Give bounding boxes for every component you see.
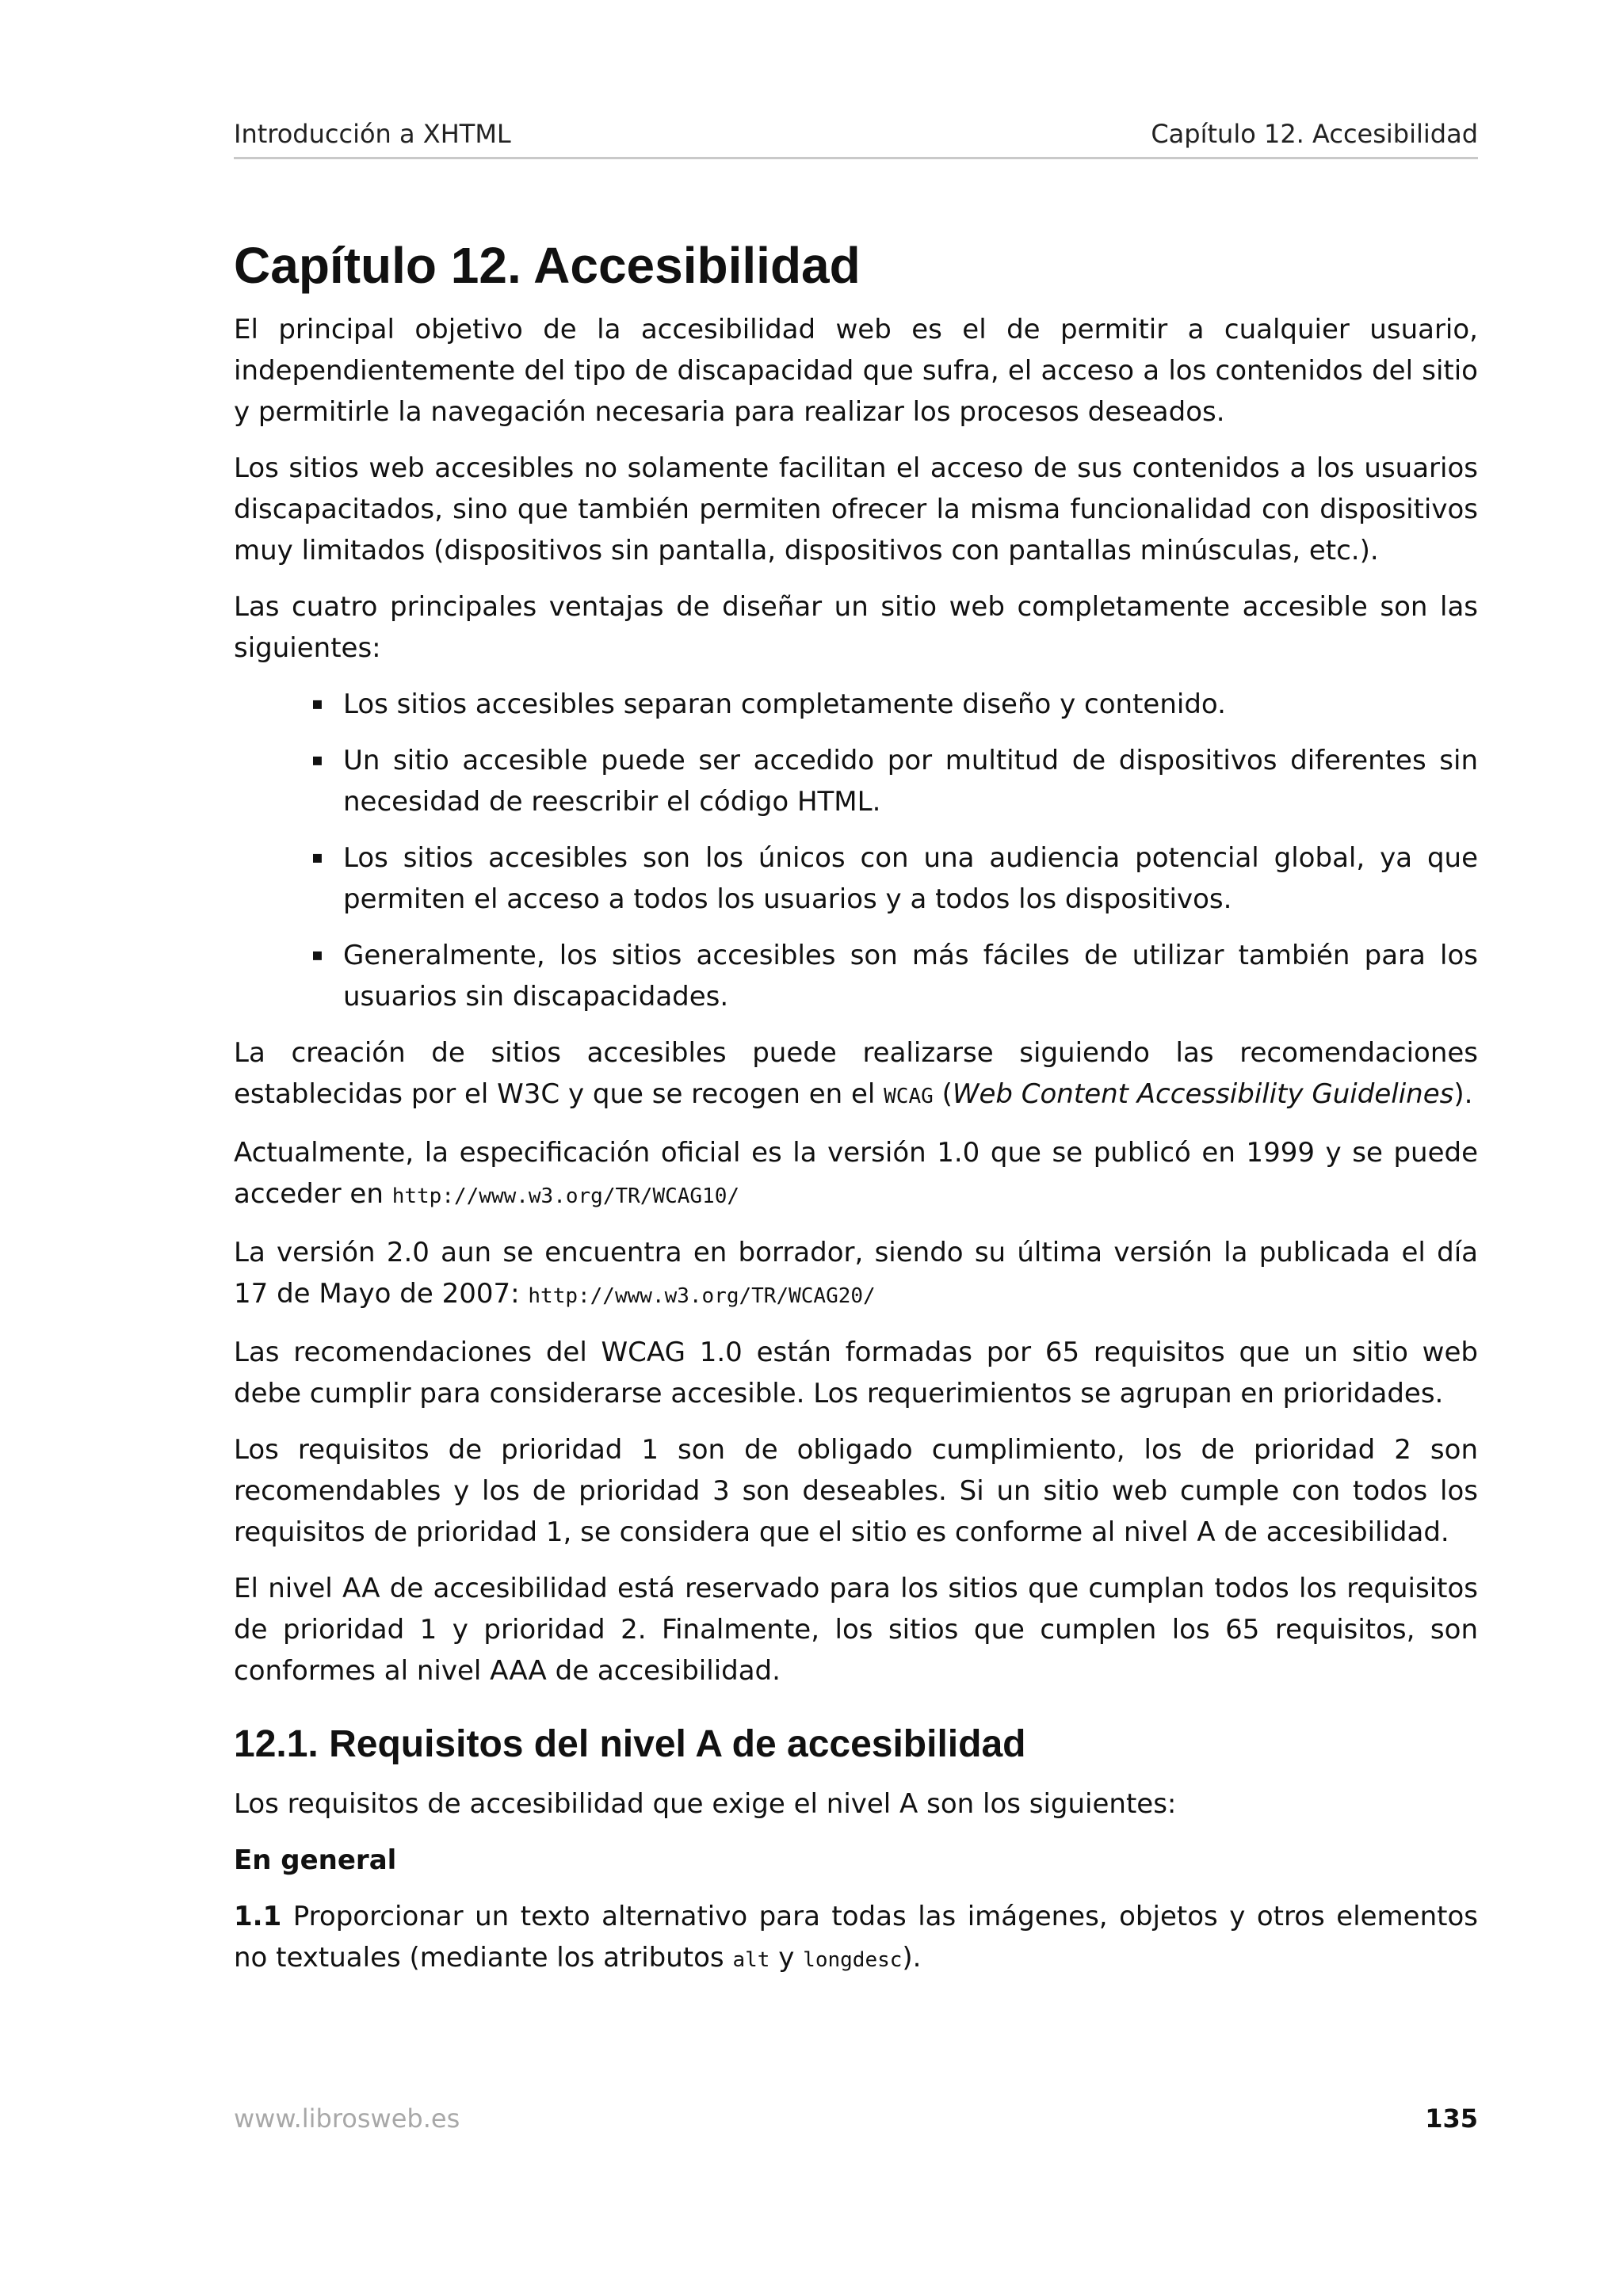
page-footer: [234, 2103, 1478, 2143]
list-item: [311, 935, 1478, 1017]
page-number: 135: [1425, 2103, 1478, 2134]
chapter-title: Capítulo 12. Accesibilidad: [234, 237, 861, 294]
bullet-icon: ▪: [311, 694, 323, 714]
spec-paragraph: [234, 1132, 1478, 1217]
levels-paragraph: El nivel AA de accesibilidad está reservado para los sitios que cumplan todos los requisitos de prioridad 1 y prioridad 2. Finalmente, los sitios que cumplen los 65 requisitos, son conformes al nivel AAA de accesibilidad.: [234, 1573, 1478, 1687]
intro-paragraph-1: El principal objetivo de la accesibilidad web es el de permitir a cualquier usuario, independientemente del tipo de discapacidad que sufra, el acceso a los contenidos del sitio y permitirle la navegación necesaria para realizar los procesos deseados.: [234, 314, 1478, 428]
chapter-running-title: Capítulo 12. Accesibilidad: [1151, 119, 1478, 149]
advantages-list: [234, 684, 1478, 1017]
bullet-icon: ▪: [311, 750, 323, 770]
wcag-open-paren: (: [933, 1078, 953, 1110]
list-item-text: Un sitio accesible puede ser accedido por multitud de dispositivos diferentes sin necesidad de reescribir el código HTML.: [343, 745, 1478, 818]
recommendations-paragraph: Las recomendaciones del WCAG 1.0 están formadas por 65 requisitos que un sitio web debe cumplir para considerarse accesible. Los requerimientos se agrupan en prioridades.: [234, 1337, 1478, 1409]
requirement-1-1: [234, 1896, 1478, 1981]
page-content: [234, 230, 1478, 1996]
wcag-paragraph: [234, 1032, 1478, 1117]
wcag-close: ).: [1453, 1078, 1473, 1110]
priorities-paragraph: Los requisitos de prioridad 1 son de obligado cumplimiento, los de prioridad 2 son recomendables y los de prioridad 3 son deseables. Si un sitio web cumple con todos los requisitos de prioridad 1, se considera que el sitio es conforme al nivel A de accesibilidad.: [234, 1434, 1478, 1548]
list-item: [311, 684, 1478, 725]
intro-paragraph-3: Las cuatro principales ventajas de diseñar un sitio web completamente accesible son las siguientes:: [234, 591, 1478, 664]
requirement-and: y: [769, 1942, 804, 1974]
bullet-icon: ▪: [311, 848, 323, 868]
book-title: Introducción a XHTML: [234, 119, 511, 149]
wcag20-url: http://www.w3.org/TR/WCAG20/: [528, 1284, 876, 1308]
wcag-text: La creación de sitios accesibles puede realizarse siguiendo las recomendaciones establecidas por el W3C y que se recogen en el: [234, 1037, 1478, 1110]
intro-paragraph-2: Los sitios web accesibles no solamente facilitan el acceso de sus contenidos a los usuarios discapacitados, sino que también permiten ofrecer la misma funcionalidad con dispositivos muy limitados (dispositivos sin pantalla, dispositivos con pantallas minúsculas, etc.).: [234, 452, 1478, 566]
spec-text: Actualmente, la especificación oficial es la versión 1.0 que se publicó en 1999 y se puede acceder en: [234, 1137, 1478, 1210]
requirement-close: ).: [902, 1942, 922, 1974]
subheading-general: En general: [234, 1844, 397, 1876]
bullet-icon: ▪: [311, 945, 323, 965]
site-url: www.librosweb.es: [234, 2103, 460, 2134]
requirement-number: 1.1: [234, 1901, 282, 1932]
attr-alt: alt: [732, 1948, 770, 1972]
section-title: 12.1. Requisitos del nivel A de accesibilidad: [234, 1723, 1026, 1765]
wcag10-url: http://www.w3.org/TR/WCAG10/: [391, 1184, 740, 1208]
list-item: [311, 837, 1478, 920]
list-item-text: Los sitios accesibles son los únicos con una audiencia potencial global, ya que permiten el acceso a todos los usuarios y a todos los dispositivos.: [343, 842, 1478, 915]
wcag-expansion: Web Content Accessibility Guidelines: [952, 1078, 1454, 1110]
draft-paragraph: [234, 1232, 1478, 1317]
section-intro: Los requisitos de accesibilidad que exige el nivel A son los siguientes:: [234, 1788, 1177, 1820]
list-item: [311, 740, 1478, 822]
wcag-acronym: WCAG: [884, 1085, 934, 1108]
list-item-text: Los sitios accesibles separan completamente diseño y contenido.: [343, 688, 1226, 720]
running-header: [234, 119, 1478, 159]
list-item-text: Generalmente, los sitios accesibles son más fáciles de utilizar también para los usuarios sin discapacidades.: [343, 940, 1478, 1013]
attr-longdesc: longdesc: [803, 1948, 903, 1972]
draft-text: La versión 2.0 aun se encuentra en borrador, siendo su última versión la publicada el día 17 de Mayo de 2007:: [234, 1237, 1478, 1310]
requirement-text: Proporcionar un texto alternativo para todas las imágenes, objetos y otros elementos no textuales (mediante los atributos: [234, 1901, 1478, 1974]
